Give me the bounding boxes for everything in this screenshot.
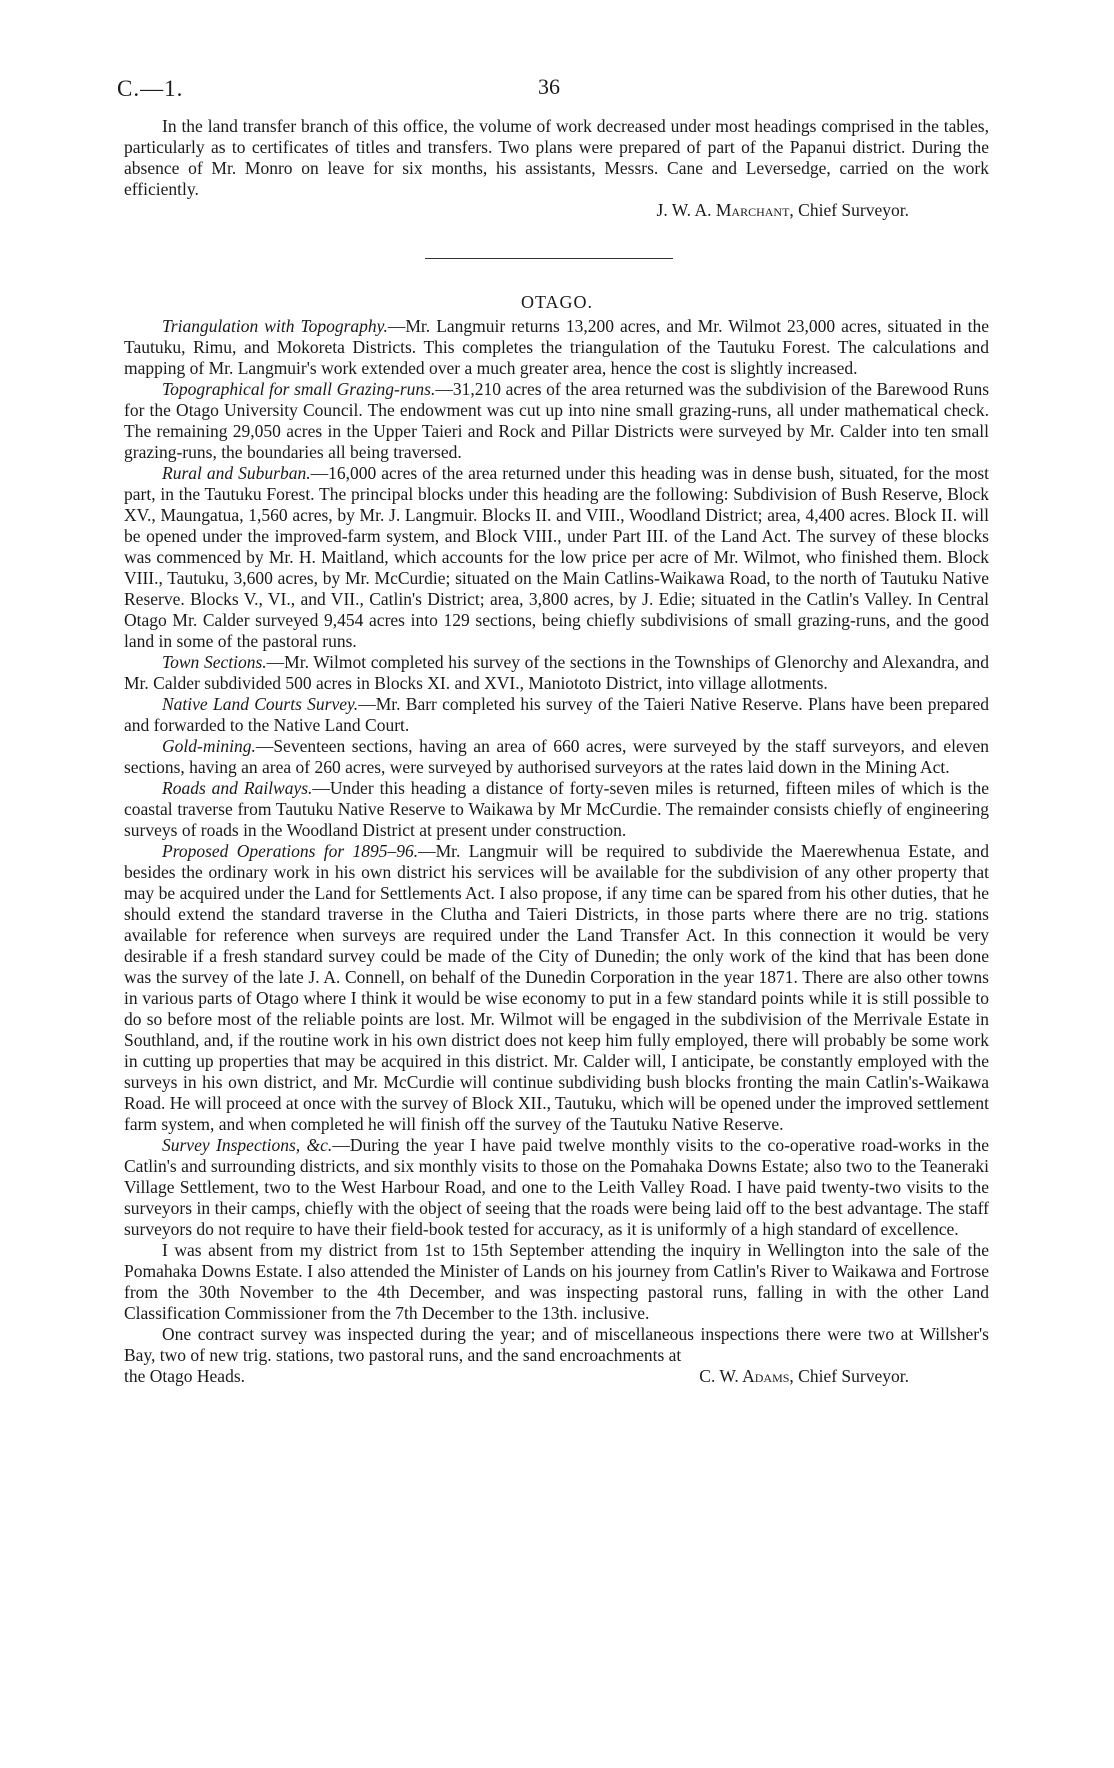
page-reference: C.—1. (117, 76, 184, 101)
canterbury-closing (124, 116, 989, 221)
section-text: —Mr. Wilmot completed his survey of the sections in the Townships of Glenorchy and Alexandra, and Mr. Calder subdivided 500 acres in Blocks XI. and XVI., Maniototo District, into village allotments. (124, 652, 990, 693)
section-paragraph (124, 736, 989, 778)
section-text: —Mr. Langmuir will be required to subdivide the Maerewhenua Estate, and besides the ordinary work in his own district his services will be available for the subdivision of any other property that may be acquired under the Land for Settlements Act. I also propose, if any time can be spared from his other duties, that he should extend the standard traverse in the Clutha and Taieri Districts, in those parts where there are no trig. stations available for reference when surveys are required under the Land Transfer Act. In this connection it would be very desirable if a fresh standard survey could be made of the City of Dunedin; the only work of the kind that has been done was the survey of the late J. A. Connell, on behalf of the Dunedin Corporation in the year 1871. There are also other towns in various parts of Otago where I think it would be wise economy to put in a few standard points while it is still possible to do so before most of the reliable points are lost. Mr. Wilmot will be engaged in the subdivision of the Merrivale Estate in Southland, and, if the routine work in his own district does not keep him fully employed, there will probably be some work in cutting up properties that may be acquired in this district. Mr. Calder will, I anticipate, be constantly employed with the surveys in his own district, and Mr. McCurdie will continue subdividing bush blocks fronting the main Catlin's-Waikawa Road. He will proceed at once with the survey of Block XII., Tautuku, which will be opened under the improved settlement farm system, and when completed he will finish off the survey of the Tautuku Native Reserve. (124, 841, 989, 1134)
section-heading: Triangulation with Topography. (162, 316, 388, 336)
section-title-otago: OTAGO. (520, 292, 594, 312)
section-heading: Roads and Railways. (162, 778, 313, 798)
section-text: —16,000 acres of the area returned under this heading was in dense bush, situated, for the most part, in the Tautuku Forest. The principal blocks under this heading are the following: Subdivision of Bush Reserve, Block XV., Maungatua, 1,560 acres, by Mr. J. Langmuir. Blocks II. and VIII., Woodland District; area, 4,400 acres. Block II. will be opened under the improved-farm system, and Block VIII., under Part III. of the Land Act. The survey of these blocks was commenced by Mr. H. Maitland, which accounts for the low price per acre of Mr. Wilmot, who finished them. Block VIII., Tautuku, 3,600 acres, by Mr. McCurdie; situated on the Main Catlins-Waikawa Road, to the north of Tautuku Native Reserve. Blocks V., VI., and VII., Catlin's District; area, 3,800 acres, by J. Edie; situated in the Catlin's Valley. In Central Otago Mr. Calder surveyed 9,454 acres into 129 sections, being chiefly subdivisions of small grazing-runs, and the good land in some of the pastoral runs. (124, 463, 989, 651)
section-heading: Native Land Courts Survey. (162, 694, 359, 714)
section-paragraph (124, 694, 989, 736)
section-text: —Mr. Barr completed his survey of the Taieri Native Reserve. Plans have been prepared and forwarded to the Native Land Court. (124, 694, 989, 735)
section-paragraph (124, 316, 989, 379)
otago-report (124, 316, 989, 1387)
section-paragraph (124, 841, 989, 1135)
section-text: —Under this heading a distance of forty-seven miles is returned, fifteen miles of which is the coastal traverse from Tautuku Native Reserve to Waikawa by Mr McCurdie. The remainder consists chiefly of engineering surveys of roads in the Woodland District at present under construction. (124, 778, 989, 840)
signature-title: , Chief Surveyor. (789, 200, 909, 220)
section-heading: Proposed Operations for 1895–96. (162, 841, 419, 861)
section-heading: Survey Inspections, &c. (162, 1135, 333, 1155)
signature-name: C. W. Adams (699, 1366, 790, 1386)
section-heading: Topographical for small Grazing-runs. (162, 379, 436, 399)
final-paragraph: One contract survey was inspected during the year; and of miscellaneous inspections there were two at Willsher's Bay, two of new trig. stations, two pastoral runs, and the sand encroachments at (124, 1324, 989, 1365)
section-heading: Rural and Suburban. (162, 463, 311, 483)
final-line (124, 1366, 989, 1387)
page-number: 36 (538, 74, 560, 99)
section-paragraph (124, 379, 989, 463)
section-paragraph (124, 652, 989, 694)
section-text: —During the year I have paid twelve monthly visits to the co-operative road-works in the Catlin's and surrounding districts, and six monthly visits to those on the Pomahaka Downs Estate; also two to the Teaneraki Village Settlement, two to the West Harbour Road, and one to the Leith Valley Road. I have paid twenty-two visits to the surveyors in their camps, chiefly with the object of seeing that the roads were being laid off to the best advantage. The staff surveyors do not require to have their field-book tested for accuracy, as it is uniformly of a high standard of excellence. (124, 1135, 989, 1239)
section-paragraph (124, 1135, 989, 1240)
section-text: —31,210 acres of the area returned was the subdivision of the Barewood Runs for the Otago University Council. The endowment was cut up into nine small grazing-runs, all under mathematical check. The remaining 29,050 acres in the Upper Taieri and Rock and Pillar Districts were surveyed by Mr. Calder into ten small grazing-runs, the boundaries all being traversed. (124, 379, 990, 462)
section-divider (425, 258, 673, 259)
absence-paragraph: I was absent from my district from 1st to 15th September attending the inquiry in Wellington into the sale of the Pomahaka Downs Estate. I also attended the Minister of Lands on his journey from Catlin's River to Waikawa and Fortrose from the 30th November to the 4th December, and was inspecting pastoral runs, falling in with the other Land Classification Commissioner from the 7th December to the 13th. inclusive. (124, 1240, 989, 1323)
section-heading: Town Sections. (162, 652, 267, 672)
signature-title: , Chief Surveyor. (789, 1366, 909, 1386)
signature-name: J. W. A. Marchant (656, 200, 790, 220)
land-transfer-paragraph: In the land transfer branch of this office, the volume of work decreased under most headings comprised in the tables, particularly as to certificates of titles and transfers. Two plans were prepared of part of the Papanui district. During the absence of Mr. Monro on leave for six months, his assistants, Messrs. Cane and Leversedge, carried on the work efficiently. (124, 116, 989, 199)
final-paragraph-end: the Otago Heads. (124, 1366, 246, 1386)
section-paragraph (124, 778, 989, 841)
section-heading: Gold-mining. (162, 736, 256, 756)
otago-signature (699, 1366, 909, 1387)
canterbury-signature (124, 200, 989, 221)
section-paragraph (124, 463, 989, 652)
section-text: —Seventeen sections, having an area of 660 acres, were surveyed by the staff surveyors, and eleven sections, having an area of 260 acres, were surveyed by authorised surveyors at the rates laid down in the Mining Act. (124, 736, 989, 777)
section-text: —Mr. Langmuir returns 13,200 acres, and Mr. Wilmot 23,000 acres, situated in the Tautuku, Rimu, and Mokoreta Districts. This completes the triangulation of the Tautuku Forest. The calculations and mapping of Mr. Langmuir's work extended over a much greater area, hence the cost is slightly increased. (124, 316, 989, 378)
